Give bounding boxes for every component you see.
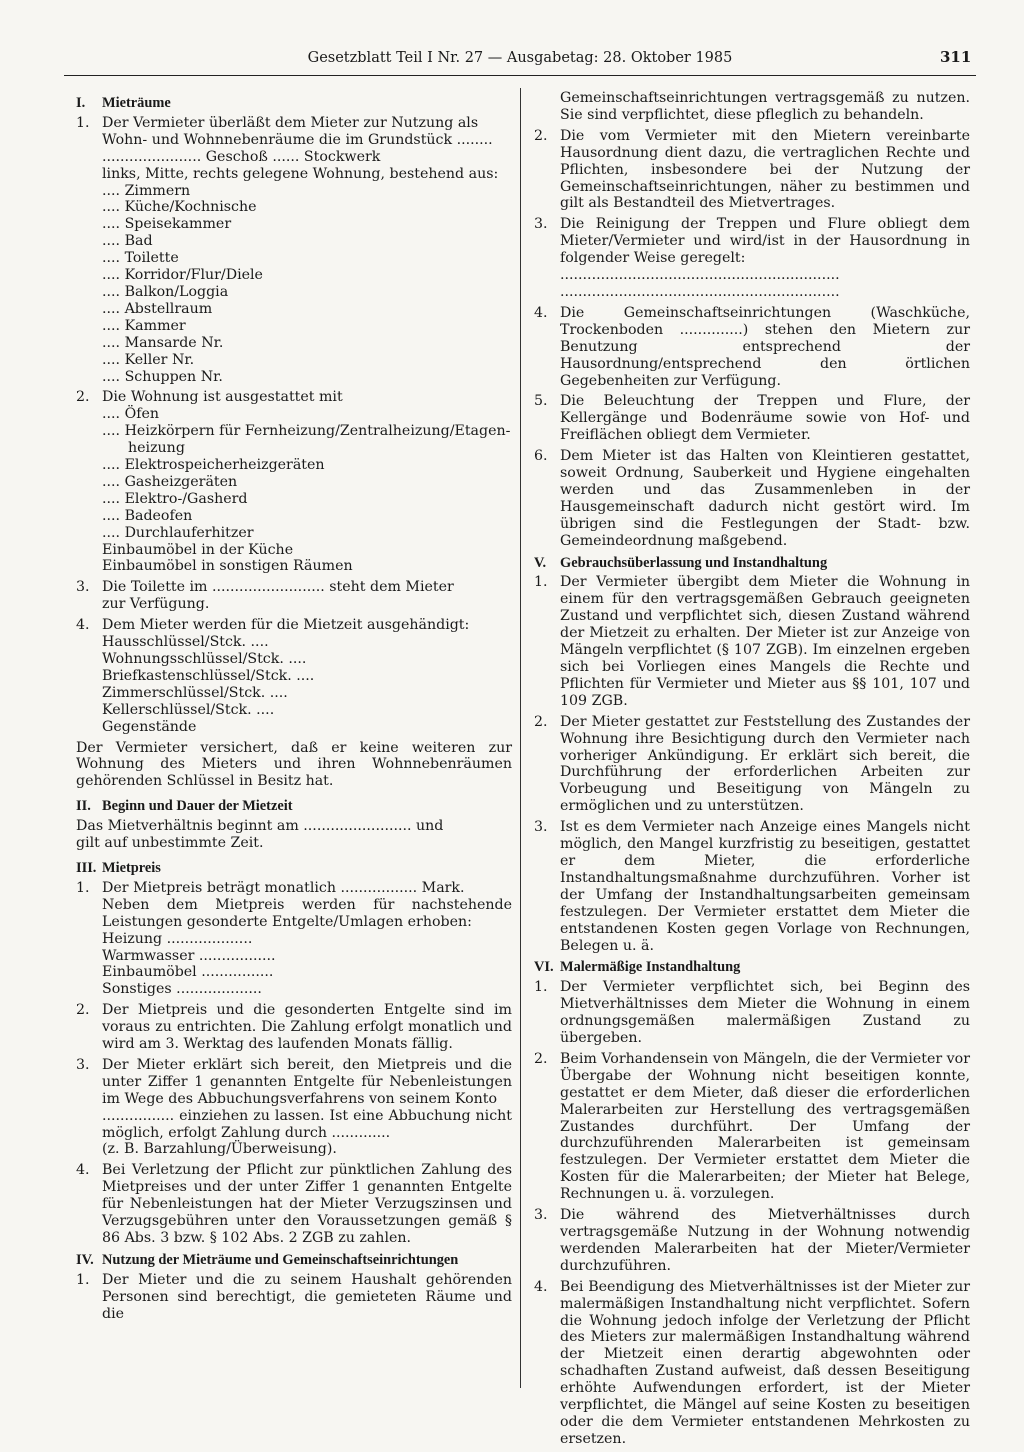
clause-I-4: 4. Dem Mieter werden für die Mietzeit ausgehändigt: Hausschlüssel/Stck. .... Wohnungsschlüssel/Stck. .... Briefkastenschlüssel/Stck. .... Zimmerschlüssel/Stck. .... Kellerschlüssel/Stck. .... Gegenstände <box>76 617 512 735</box>
section-heading-III: III. Mietpreis <box>76 859 161 876</box>
clause-IV-3: 3. Die Reinigung der Treppen und Flure obliegt dem Mieter/Vermieter und wird/ist in der Hausordnung in folgender Weise geregelt: .............................................................. .............................................................. <box>534 216 970 300</box>
section-heading-IV: IV. Nutzung der Mieträume und Gemeinschaftseinrichtungen <box>76 1251 459 1268</box>
fill-in-line: .............................................................. <box>560 283 840 300</box>
room-item: .... Bad <box>102 233 153 250</box>
room-item: .... Küche/Kochnische <box>102 199 257 216</box>
clause-VI-2: 2. Beim Vorhandensein von Mängeln, die der Vermieter vor Übergabe der Wohnung nicht beseitigen konnte, gestattet er dem Mieter, daß dieser die erforderlichen Malerarbeiten zur Herstellung des vertragsgemäßen Zustandes durchführt. Der Umfang der durchzuführenden Malerarbeiten ist gemeinsam festzulegen. Der Vermieter erstattet dem Mieter die Kosten für die Malerarbeiten; der Mieter hat Belege, Rechnungen u. ä. vorzulegen. <box>534 1050 970 1203</box>
fill-in-line: .............................................................. <box>560 267 840 284</box>
section-heading-V: V. Gebrauchsüberlassung und Instandhaltung <box>534 554 828 571</box>
key-item: Kellerschlüssel/Stck. .... <box>102 701 275 718</box>
equipment-item: .... Elektrospeicherheizgeräten <box>102 457 325 474</box>
key-item: Hausschlüssel/Stck. .... <box>102 634 269 651</box>
fee-list <box>102 931 512 999</box>
clause-V-2: 2. Der Mieter gestattet zur Feststellung des Zustandes der Wohnung ihre Besichtigung durch den Vermieter nach vorheriger Ankündigung. Er erklärt sich bereit, die Durchführung der erforderlichen Arbeiten zur Vorbeugung und Beseitigung von Mängeln zu ermöglichen und zu unterstützen. <box>534 713 970 815</box>
clause-IV-1: 1. Der Mieter und die zu seinem Haushalt gehörenden Personen sind berechtigt, die gemieteten Räume und die <box>76 1271 512 1322</box>
section-heading-I: I. Mieträume <box>76 95 171 111</box>
fee-item: Einbaumöbel ................ <box>102 964 274 981</box>
clause-III-4: 4. Bei Verletzung der Pflicht zur pünktlichen Zahlung des Mietpreises und der unter Ziffer 1 genannten Entgelte für Nebenleistungen hat der Mieter Verzugszinsen und Verzugsgebühren unter den Voraussetzungen gemäß § 86 Abs. 3 bzw. § 102 Abs. 2 ZGB zu zahlen. <box>76 1162 512 1246</box>
fee-item: Sonstiges ................... <box>102 981 262 998</box>
key-item: Wohnungsschlüssel/Stck. .... <box>102 651 307 667</box>
room-item: .... Balkon/Loggia <box>102 283 229 300</box>
room-item: .... Speisekammer <box>102 216 232 233</box>
clause-IV-2: 2. Die vom Vermieter mit den Mietern vereinbarte Hausordnung dient dazu, die vertraglichen Rechte und Pflichten, insbesondere bei der Nutzung der Gemeinschaftseinrichtungen, näher zu bestimmen und gilt als Bestandteil des Mietvertrages. <box>534 127 970 212</box>
key-list <box>102 634 512 735</box>
clause-VI-4: 4. Bei Beendigung des Mietverhältnisses ist der Mieter zur malermäßigen Instandhaltung nicht verpflichtet. Sofern die Wohnung jedoch infolge der Verletzung der Pflicht des Mieters zur malermäßigen Instandhaltung während der Mietzeit einen derartig abgewohnten oder schadhaften Zustand aufweist, daß dessen Beseitigung erhöhte Aufwendungen erfordert, ist der Mieter verpflichtet, die Mängel auf seine Kosten zu beseitigen oder die dem Vermieter entstandenen Mehrkosten zu ersetzen. <box>534 1278 970 1447</box>
equipment-item: Einbaumöbel in sonstigen Räumen <box>102 558 353 575</box>
equipment-item: Einbaumöbel in der Küche <box>102 541 294 558</box>
equipment-item: .... Elektro-/Gasherd <box>102 490 248 507</box>
keys-declaration: Der Vermieter versichert, daß er keine weiteren zur Wohnung des Mieters und ihren Wohnnebenräumen gehörenden Schlüssel in Besitz hat. <box>76 739 512 790</box>
room-item: .... Schuppen Nr. <box>102 368 223 385</box>
section-heading-VI: VI. Malermäßige Instandhaltung <box>534 959 741 976</box>
clause-IV-4: 4. Die Gemeinschaftseinrichtungen (Waschküche, Trockenboden ..............) stehen den Mietern zur Benutzung entsprechend der Hausordnung/entsprechend den örtlichen Gegebenheiten zur Verfügung. <box>534 304 970 389</box>
clause-V-1: 1. Der Vermieter übergibt dem Mieter die Wohnung in einem für den vertragsgemäßen Gebrauch geeigneten Zustand und verpflichtet sich, diesen Zustand während der Mietzeit zu erhalten. Der Mieter ist zur Anzeige von Mängeln verpflichtet (§ 107 ZGB). Im einzelnen ergeben sich bei Vorliegen eines Mangels die Rechte und Pflichten für Vermieter und Mieter aus §§ 101, 107 und 109 ZGB. <box>534 574 970 709</box>
clause-I-1: 1. Der Vermieter überläßt dem Mieter zur Nutzung als Wohn- und Wohnnebenräume die im Grundstück ........ ...................... Geschoß ...... Stockwerk links, Mitte, rechts gelegene Wohnung, bestehend aus: .... Zimmern .... Küche/Kochnische .... Speisekammer .... Bad .... Toilette .... Korridor/Flur/Diele .... Balkon/Loggia .... Abstellraum .... Kammer .... Mansarde Nr. .... Keller Nr. .... Schuppen Nr. <box>76 115 512 386</box>
equipment-item: .... Gasheizgeräten <box>102 473 238 490</box>
clause-IV-6: 6. Dem Mieter ist das Halten von Kleintieren gestattet, soweit Ordnung, Sauberkeit und Hygiene eingehalten werden und das Zusammenleben in der Hausgemeinschaft dadurch nicht gestört wird. Im übrigen sind die Festlegungen der Stadt- bzw. Gemeindeordnung maßgebend. <box>534 448 970 549</box>
clause-IV-5: 5. Die Beleuchtung der Treppen und Flure, der Kellergänge und Bodenräume sowie von Hof- und Freiflächen obliegt dem Vermieter. <box>534 393 970 444</box>
lease-start: Das Mietverhältnis beginnt am ........................ und <box>76 818 444 835</box>
key-item: Gegenstände <box>102 718 197 735</box>
equipment-item: .... Durchlauferhitzer <box>102 524 254 541</box>
room-item: .... Toilette <box>102 250 179 267</box>
clause-VI-1: 1. Der Vermieter verpflichtet sich, bei Beginn des Mietverhältnisses dem Mieter die Wohnung in einem ordnungsgemäßen malermäßigen Zustand zu übergeben. <box>534 979 970 1047</box>
equipment-item-cont: heizung <box>128 440 185 457</box>
key-item: Briefkastenschlüssel/Stck. .... <box>102 667 315 684</box>
clause-V-3: 3. Ist es dem Vermieter nach Anzeige eines Mangels nicht möglich, den Mangel kurzfristig zu beseitigen, gestattet er dem Mieter, die erforderliche Instandhaltungsmaßnahme durchzuführen. Vorher ist der Umfang der Instandhaltungsarbeiten gemeinsam festzulegen. Der Vermieter erstattet dem Mieter die entstandenen Kosten gegen Vorlage von Rechnungen, Belegen u. ä. <box>534 819 970 954</box>
page-number: 311 <box>940 48 972 66</box>
header-rule <box>64 75 976 76</box>
lease-duration: gilt auf unbestimmte Zeit. <box>76 835 264 852</box>
room-item: .... Korridor/Flur/Diele <box>102 267 263 284</box>
room-item: .... Zimmern <box>102 182 191 199</box>
fee-item: Warmwasser ................. <box>102 947 276 964</box>
clause-III-3: 3. Der Mieter erklärt sich bereit, den Mietpreis und die unter Ziffer 1 genannten Entgelte für Nebenleistungen im Wege des Abbuchungsverfahrens von seinem Konto ................ einziehen zu lassen. Ist eine Abbuchung nicht möglich, erfolgt Zahlung durch ............. (z. B. Barzahlung/Überweisung). <box>76 1056 512 1158</box>
section-heading-II: II. Beginn und Dauer der Mietzeit <box>76 798 293 815</box>
room-item: .... Abstellraum <box>102 300 213 317</box>
clause-III-2: 2. Der Mietpreis und die gesonderten Entgelte sind im voraus zu entrichten. Die Zahlung erfolgt monatlich und wird am 3. Werktag des laufenden Monats fällig. <box>76 1002 512 1053</box>
clause-III-1: 1. Der Mietpreis beträgt monatlich ................. Mark. Neben dem Mietpreis werden für nachstehende Leistungen gesonderte Entgelte/Umlagen erhoben: Heizung ................... Warmwasser ................. Einbaumöbel ................ Sonstiges ................... <box>76 879 512 998</box>
left-column <box>76 90 512 1327</box>
room-item: .... Keller Nr. <box>102 351 195 368</box>
room-item: .... Kammer <box>102 317 186 334</box>
clause-VI-3: 3. Die während des Mietverhältnisses durch vertragsgemäße Nutzung in der Wohnung notwendig werdenden Malerarbeiten hat der Mieter/Vermieter durchzuführen. <box>534 1207 970 1274</box>
room-list <box>102 183 512 386</box>
clause-I-2: 2. Die Wohnung ist ausgestattet mit .... Öfen .... Heizkörpern für Fernheizung/Zentralheizung/Etagen- heizung .... Elektrospeicherheizgeräten .... Gasheizgeräten .... Elektro-/Gasherd .... Badeofen .... Durchlauferhitzer Einbaumöbel in der Küche Einbaumöbel in sonstigen Räumen <box>76 389 511 575</box>
right-column <box>534 90 970 1452</box>
equipment-item: .... Öfen <box>102 406 159 423</box>
equipment-item: .... Badeofen <box>102 507 193 524</box>
running-header: Gesetzblatt Teil I Nr. 27 — Ausgabetag: 28. Oktober 1985 <box>307 50 733 66</box>
clause-IV-1-continued: Gemeinschaftseinrichtungen vertragsgemäß zu nutzen. Sie sind verpflichtet, diese pfleglich zu behandeln. <box>560 90 970 123</box>
equipment-list <box>102 406 512 575</box>
column-divider <box>520 88 521 1388</box>
clause-I-3: 3. Die Toilette im ......................... steht dem Mieter zur Verfügung. <box>76 579 454 613</box>
fee-item: Heizung ................... <box>102 930 253 947</box>
equipment-item: .... Heizkörpern für Fernheizung/Zentralheizung/Etagen- <box>102 423 511 440</box>
room-item: .... Mansarde Nr. <box>102 334 224 351</box>
key-item: Zimmerschlüssel/Stck. .... <box>102 684 288 701</box>
